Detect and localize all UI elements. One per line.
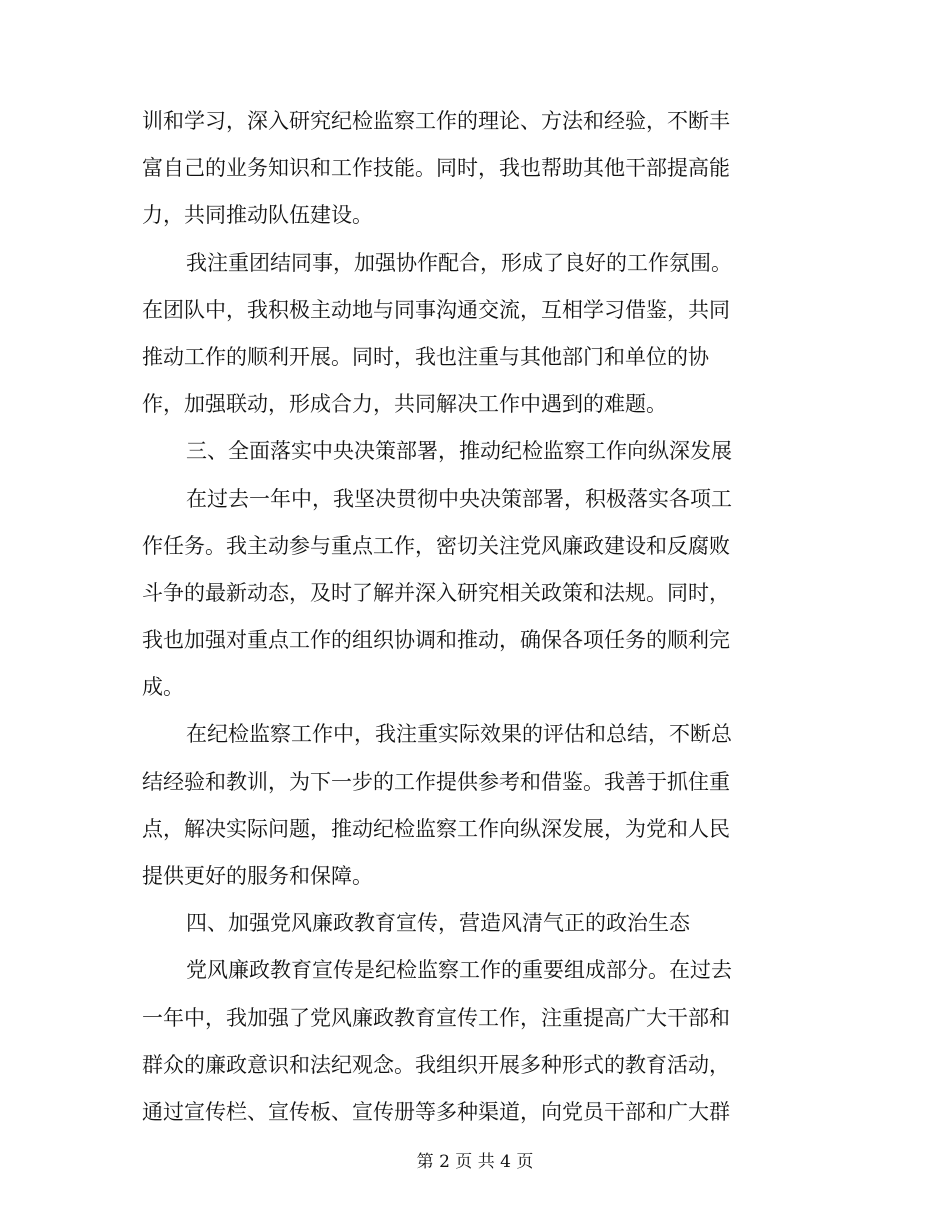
text-line: 我也加强对重点工作的组织协调和推动，确保各项任务的顺利完 [142, 628, 730, 653]
document-body [142, 98, 802, 1136]
text-line: 提供更好的服务和保障。 [142, 864, 373, 888]
text-line: 成。 [142, 675, 184, 700]
section-heading: 四、加强党风廉政教育宣传，营造风清气正的政治生态 [186, 911, 690, 936]
text-line: 力，共同推动队伍建设。 [142, 203, 373, 228]
paragraph-start-line: 党风廉政教育宣传是纪检监察工作的重要组成部分。在过去 [186, 958, 732, 983]
text-line: 推动工作的顺利开展。同时，我也注重与其他部门和单位的协 [142, 344, 709, 369]
section-heading: 三、全面落实中央决策部署，推动纪检监察工作向纵深发展 [186, 439, 732, 464]
text-line: 训和学习，深入研究纪检监察工作的理论、方法和经验，不断丰 [142, 109, 730, 133]
text-line: 富自己的业务知识和工作技能。同时，我也帮助其他干部提高能 [142, 156, 730, 181]
text-line: 在团队中，我积极主动地与同事沟通交流，互相学习借鉴，共同 [142, 297, 730, 322]
text-line: 通过宣传栏、宣传板、宣传册等多种渠道，向党员干部和广大群 [142, 1099, 730, 1124]
text-line: 点，解决实际问题，推动纪检监察工作向纵深发展，为党和人民 [142, 816, 730, 841]
text-line: 作任务。我主动参与重点工作，密切关注党风廉政建设和反腐败 [142, 533, 730, 558]
paragraph-start-line: 在过去一年中，我坚决贯彻中央决策部署，积极落实各项工 [186, 486, 732, 511]
page-number-footer: 第 2 页 共 4 页 [416, 1152, 534, 1172]
paragraph-start-line: 在纪检监察工作中，我注重实际效果的评估和总结，不断总 [186, 722, 732, 747]
text-line: 斗争的最新动态，及时了解并深入研究相关政策和法规。同时， [142, 580, 730, 605]
text-line: 作，加强联动，形成合力，共同解决工作中遇到的难题。 [142, 392, 667, 417]
text-line: 一年中，我加强了党风廉政教育宣传工作，注重提高广大干部和 [142, 1005, 730, 1030]
text-line: 结经验和教训，为下一步的工作提供参考和借鉴。我善于抓住重 [142, 769, 730, 794]
text-line: 群众的廉政意识和法纪观念。我组织开展多种形式的教育活动， [142, 1052, 730, 1077]
paragraph-start-line: 我注重团结同事，加强协作配合，形成了良好的工作氛围。 [186, 250, 732, 275]
